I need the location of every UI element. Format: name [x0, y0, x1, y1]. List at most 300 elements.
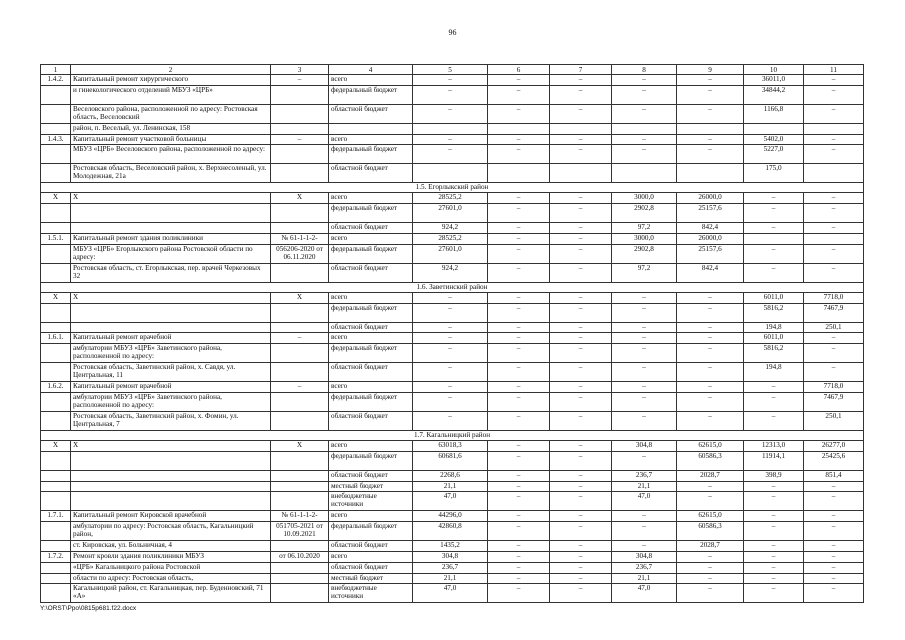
table-cell [41, 344, 71, 363]
table-row [41, 333, 864, 344]
table-cell: – [612, 363, 677, 382]
table-cell: – [550, 145, 612, 164]
table-cell: – [677, 584, 744, 603]
table-cell: Ростовская область, Веселовский район, х. Верхнесоленый, ул. Молодежная, 21а [71, 164, 271, 183]
table-cell: федеральный бюджет [329, 204, 413, 223]
table-cell: – [677, 344, 744, 363]
table-cell: X [271, 440, 329, 451]
column-number: 8 [612, 65, 677, 75]
table-cell: Капитальный ремонт врачебной [71, 382, 271, 393]
table-cell [41, 411, 71, 430]
table-cell: 2028,7 [677, 470, 744, 481]
table-cell: 62615,0 [677, 440, 744, 451]
table-row [41, 411, 864, 430]
table-cell: 6011,0 [744, 292, 804, 303]
table-cell [41, 451, 71, 470]
table-cell: – [677, 145, 744, 164]
column-number: 9 [677, 65, 744, 75]
table-cell: – [804, 344, 864, 363]
table-cell: – [550, 551, 612, 562]
table-cell: – [550, 193, 612, 204]
table-cell: 6011,0 [744, 333, 804, 344]
table-cell: – [612, 104, 677, 123]
table-cell: X [41, 292, 71, 303]
table-cell: – [804, 363, 864, 382]
table-cell [71, 223, 271, 234]
table-cell: – [413, 322, 488, 333]
table-cell: – [804, 104, 864, 123]
table-cell: 5402,0 [744, 134, 804, 145]
table-cell: – [744, 562, 804, 573]
table-cell [271, 451, 329, 470]
table-row [41, 492, 864, 511]
table-cell [71, 322, 271, 333]
table-cell: 42860,8 [413, 522, 488, 541]
table-cell [413, 123, 488, 134]
table-cell: 21,1 [413, 573, 488, 584]
table-cell: областной бюджет [329, 104, 413, 123]
table-cell: X [41, 440, 71, 451]
table-cell: – [804, 573, 864, 584]
table-cell: – [677, 562, 744, 573]
table-cell: – [744, 522, 804, 541]
table-cell [271, 541, 329, 552]
table-cell: – [488, 223, 550, 234]
table-cell: – [804, 584, 864, 603]
table-cell [41, 470, 71, 481]
table-cell: федеральный бюджет [329, 344, 413, 363]
table-cell: X [71, 193, 271, 204]
table-cell: 12313,0 [744, 440, 804, 451]
table-cell: – [612, 85, 677, 104]
table-cell: – [550, 75, 612, 86]
table-cell [550, 164, 612, 183]
table-cell: 60586,3 [677, 522, 744, 541]
table-row [41, 303, 864, 322]
table-cell: 44296,0 [413, 511, 488, 522]
table-cell: 36011,0 [744, 75, 804, 86]
column-number: 7 [550, 65, 612, 75]
table-cell [271, 344, 329, 363]
section-heading: 1.6. Заветинский район [41, 282, 864, 292]
table-cell: – [744, 573, 804, 584]
table-cell: 304,8 [612, 440, 677, 451]
table-cell [271, 145, 329, 164]
table-cell: областной бюджет [329, 411, 413, 430]
table-cell [744, 233, 804, 244]
table-cell: 3000,0 [612, 193, 677, 204]
table-cell: X [41, 193, 71, 204]
table-cell [271, 363, 329, 382]
table-cell: областной бюджет [329, 263, 413, 282]
table-cell: – [488, 522, 550, 541]
table-cell: – [804, 562, 864, 573]
table-cell: – [677, 363, 744, 382]
table-cell: 842,4 [677, 223, 744, 234]
table-cell: – [550, 303, 612, 322]
table-cell: – [612, 382, 677, 393]
table-cell [271, 392, 329, 411]
table-cell: – [488, 573, 550, 584]
table-cell: 250,1 [804, 322, 864, 333]
table-cell [71, 451, 271, 470]
table-cell [41, 123, 71, 134]
table-cell: областной бюджет [329, 562, 413, 573]
table-cell: – [744, 481, 804, 492]
table-cell: – [677, 481, 744, 492]
table-cell: – [488, 411, 550, 430]
table-cell: – [488, 481, 550, 492]
table-cell: – [744, 492, 804, 511]
table-cell: 236,7 [413, 562, 488, 573]
table-cell: X [71, 292, 271, 303]
table-cell: – [550, 363, 612, 382]
table-cell: – [488, 363, 550, 382]
table-cell: 25425,6 [804, 451, 864, 470]
column-number: 10 [744, 65, 804, 75]
table-row [41, 584, 864, 603]
table-cell: – [550, 223, 612, 234]
table-cell: – [804, 85, 864, 104]
table-cell: 1.4.3. [41, 134, 71, 145]
table-cell: 2268,6 [413, 470, 488, 481]
table-row [41, 392, 864, 411]
table-cell: – [677, 75, 744, 86]
table-cell: – [804, 481, 864, 492]
table-cell: местный бюджет [329, 573, 413, 584]
table-cell: – [550, 344, 612, 363]
table-cell: – [677, 292, 744, 303]
table-cell [744, 123, 804, 134]
table-cell: – [488, 344, 550, 363]
table-cell: 1435,2 [413, 541, 488, 552]
table-cell: 25157,6 [677, 204, 744, 223]
table-cell: федеральный бюджет [329, 451, 413, 470]
table-cell: – [488, 511, 550, 522]
table-cell: 27601,0 [413, 244, 488, 263]
table-cell: – [550, 511, 612, 522]
table-cell: – [677, 573, 744, 584]
table-cell: – [677, 492, 744, 511]
table-row [41, 344, 864, 363]
table-cell: 236,7 [612, 562, 677, 573]
table-cell: – [744, 511, 804, 522]
table-cell: 304,8 [413, 551, 488, 562]
table-cell: федеральный бюджет [329, 85, 413, 104]
table-row [41, 440, 864, 451]
table-cell: всего [329, 292, 413, 303]
table-cell: областной бюджет [329, 322, 413, 333]
table-cell: 63018,3 [413, 440, 488, 451]
table-cell: – [488, 392, 550, 411]
table-cell: – [488, 145, 550, 164]
table-cell: № 61-1-1-2- [271, 233, 329, 244]
table-row [41, 573, 864, 584]
table-row [41, 193, 864, 204]
table-cell: – [612, 322, 677, 333]
table-cell [71, 204, 271, 223]
table-cell: – [488, 134, 550, 145]
table-cell: 5816,2 [744, 303, 804, 322]
table-cell: всего [329, 193, 413, 204]
table-cell: 27601,0 [413, 204, 488, 223]
table-row [41, 292, 864, 303]
table-cell: – [804, 511, 864, 522]
table-cell: внебюджетные источники [329, 584, 413, 603]
table-cell: 2902,8 [612, 244, 677, 263]
table-cell: федеральный бюджет [329, 145, 413, 164]
table-cell [41, 244, 71, 263]
table-cell: – [550, 104, 612, 123]
table-cell: 26000,0 [677, 193, 744, 204]
table-cell: всего [329, 551, 413, 562]
table-cell: – [488, 382, 550, 393]
section-heading-row [41, 183, 864, 193]
table-cell: – [488, 470, 550, 481]
table-cell [677, 123, 744, 134]
table-cell: местный бюджет [329, 481, 413, 492]
column-number: 1 [41, 65, 71, 75]
table-cell [41, 481, 71, 492]
table-cell [71, 303, 271, 322]
table-cell: – [550, 541, 612, 552]
table-cell [488, 123, 550, 134]
table-cell: МБУЗ «ЦРБ» Веселовского района, расположенной по адресу: [71, 145, 271, 164]
budget-table [40, 64, 864, 603]
table-cell: амбулатории МБУЗ «ЦРБ» Заветинского района, расположенной по адресу: [71, 344, 271, 363]
table-cell [271, 411, 329, 430]
table-cell: – [413, 382, 488, 393]
table-cell: – [744, 204, 804, 223]
table-cell: 194,8 [744, 363, 804, 382]
table-cell: – [488, 492, 550, 511]
table-cell: «ЦРБ» Кагальницкого района Ростовской [71, 562, 271, 573]
table-cell: 21,1 [612, 573, 677, 584]
table-row [41, 263, 864, 282]
table-cell: 056206-2020 от 06.11.2020 [271, 244, 329, 263]
table-cell: 28525,2 [413, 193, 488, 204]
table-cell: – [550, 584, 612, 603]
table-cell: 7467,9 [804, 303, 864, 322]
table-cell: областной бюджет [329, 363, 413, 382]
table-cell: 924,2 [413, 223, 488, 234]
table-cell: 62615,0 [677, 511, 744, 522]
table-cell: 7718,0 [804, 382, 864, 393]
file-path-footer: Y:\ORST\Ppo\0815p681.f22.docx [40, 605, 137, 612]
table-cell [677, 164, 744, 183]
table-cell [41, 263, 71, 282]
table-cell: 051705-2021 от 10.09.2021 [271, 522, 329, 541]
table-cell [612, 164, 677, 183]
table-cell [271, 573, 329, 584]
table-cell: 47,0 [413, 584, 488, 603]
table-cell: – [271, 333, 329, 344]
table-row [41, 470, 864, 481]
table-row [41, 233, 864, 244]
table-cell: – [550, 562, 612, 573]
table-cell: – [677, 104, 744, 123]
table-cell: 25157,6 [677, 244, 744, 263]
table-cell [71, 492, 271, 511]
table-row [41, 562, 864, 573]
table-cell [550, 123, 612, 134]
table-cell: – [612, 451, 677, 470]
table-row [41, 481, 864, 492]
table-cell [41, 562, 71, 573]
table-cell: – [413, 392, 488, 411]
table-cell: – [413, 411, 488, 430]
table-cell: Капитальный ремонт врачебной [71, 333, 271, 344]
table-cell: – [804, 75, 864, 86]
table-cell: – [488, 233, 550, 244]
table-cell [612, 123, 677, 134]
table-cell: – [612, 522, 677, 541]
table-cell: – [550, 492, 612, 511]
table-cell [41, 303, 71, 322]
table-cell: федеральный бюджет [329, 392, 413, 411]
table-row [41, 244, 864, 263]
table-cell: 1166,8 [744, 104, 804, 123]
column-number: 6 [488, 65, 550, 75]
table-row [41, 363, 864, 382]
table-cell [41, 164, 71, 183]
table-cell: 304,8 [612, 551, 677, 562]
table-cell: – [744, 193, 804, 204]
table-cell: – [550, 322, 612, 333]
table-cell [271, 263, 329, 282]
table-cell: федеральный бюджет [329, 303, 413, 322]
table-cell [271, 562, 329, 573]
table-cell: – [550, 382, 612, 393]
table-cell: – [677, 382, 744, 393]
table-cell: областной бюджет [329, 541, 413, 552]
section-heading-row [41, 282, 864, 292]
table-cell: – [744, 223, 804, 234]
table-cell: Ростовская область, Заветинский район, х. Савдя, ул. Центральная, 11 [71, 363, 271, 382]
table-cell: – [488, 551, 550, 562]
table-cell: – [677, 85, 744, 104]
column-number-row [41, 65, 864, 75]
table-cell: – [488, 204, 550, 223]
column-number: 3 [271, 65, 329, 75]
table-cell: – [744, 392, 804, 411]
table-cell: амбулатории по адресу: Ростовская область, Кагальницкий район, [71, 522, 271, 541]
table-cell: 47,0 [612, 584, 677, 603]
table-cell: 28525,2 [413, 233, 488, 244]
table-cell: – [612, 344, 677, 363]
table-cell [41, 522, 71, 541]
table-cell: 97,2 [612, 263, 677, 282]
table-cell: 26277,0 [804, 440, 864, 451]
table-cell: – [550, 134, 612, 145]
table-cell: 842,4 [677, 263, 744, 282]
table-cell: – [550, 233, 612, 244]
table-cell: – [488, 333, 550, 344]
table-cell: ст. Кировская, ул. Больничная, 4 [71, 541, 271, 552]
table-cell: – [413, 75, 488, 86]
table-cell: Капитальный ремонт хирургического [71, 75, 271, 86]
table-cell: 851,4 [804, 470, 864, 481]
table-cell: всего [329, 440, 413, 451]
table-cell: – [550, 411, 612, 430]
table-cell: – [550, 204, 612, 223]
table-cell: областной бюджет [329, 164, 413, 183]
table-cell: МБУЗ «ЦРБ» Егорлыкского района Ростовской области по адресу: [71, 244, 271, 263]
table-cell: – [550, 333, 612, 344]
table-cell: X [271, 193, 329, 204]
table-cell: всего [329, 75, 413, 86]
table-cell: – [804, 193, 864, 204]
table-cell: – [744, 244, 804, 263]
table-cell [804, 123, 864, 134]
table-cell: – [488, 104, 550, 123]
table-cell: амбулатории МБУЗ «ЦРБ» Заветинского района, расположенной по адресу: [71, 392, 271, 411]
table-cell: 236,7 [612, 470, 677, 481]
table-cell [804, 233, 864, 244]
table-cell: – [612, 292, 677, 303]
table-cell: – [612, 75, 677, 86]
table-row [41, 134, 864, 145]
table-cell: – [271, 382, 329, 393]
table-cell: – [488, 451, 550, 470]
table-cell: – [413, 363, 488, 382]
table-cell: – [413, 303, 488, 322]
table-cell [71, 470, 271, 481]
table-cell: Капитальный ремонт Кировской врачебной [71, 511, 271, 522]
table-cell: – [550, 470, 612, 481]
table-cell [271, 303, 329, 322]
table-cell: – [550, 451, 612, 470]
table-cell: 47,0 [413, 492, 488, 511]
table-cell: – [413, 104, 488, 123]
table-cell: федеральный бюджет [329, 244, 413, 263]
table-cell [271, 322, 329, 333]
table-cell: – [677, 322, 744, 333]
table-cell: – [612, 134, 677, 145]
table-row [41, 204, 864, 223]
table-cell [41, 204, 71, 223]
table-cell: 1.6.1. [41, 333, 71, 344]
table-row [41, 322, 864, 333]
table-cell: 398,9 [744, 470, 804, 481]
column-number: 4 [329, 65, 413, 75]
table-cell: 60586,3 [677, 451, 744, 470]
table-cell: – [744, 411, 804, 430]
table-cell: области по адресу: Ростовская область, [71, 573, 271, 584]
table-cell [271, 481, 329, 492]
table-cell: – [612, 333, 677, 344]
table-cell: 26000,0 [677, 233, 744, 244]
section-heading: 1.5. Егорлыкский район [41, 183, 864, 193]
table-cell: – [550, 392, 612, 411]
table-cell [41, 584, 71, 603]
table-cell: – [271, 75, 329, 86]
table-cell: – [804, 333, 864, 344]
table-cell: 1.5.1. [41, 233, 71, 244]
table-cell: 1.7.2. [41, 551, 71, 562]
table-cell: – [612, 145, 677, 164]
table-cell [329, 123, 413, 134]
table-cell: и гинекологического отделений МБУЗ «ЦРБ» [71, 85, 271, 104]
table-cell: 3000,0 [612, 233, 677, 244]
table-cell: 2902,8 [612, 204, 677, 223]
table-row [41, 123, 864, 134]
table-cell: 97,2 [612, 223, 677, 234]
table-cell: – [677, 392, 744, 411]
table-cell: Веселовского района, расположенной по адресу: Ростовская область, Веселовский [71, 104, 271, 123]
table-cell: – [804, 551, 864, 562]
table-cell: – [804, 204, 864, 223]
